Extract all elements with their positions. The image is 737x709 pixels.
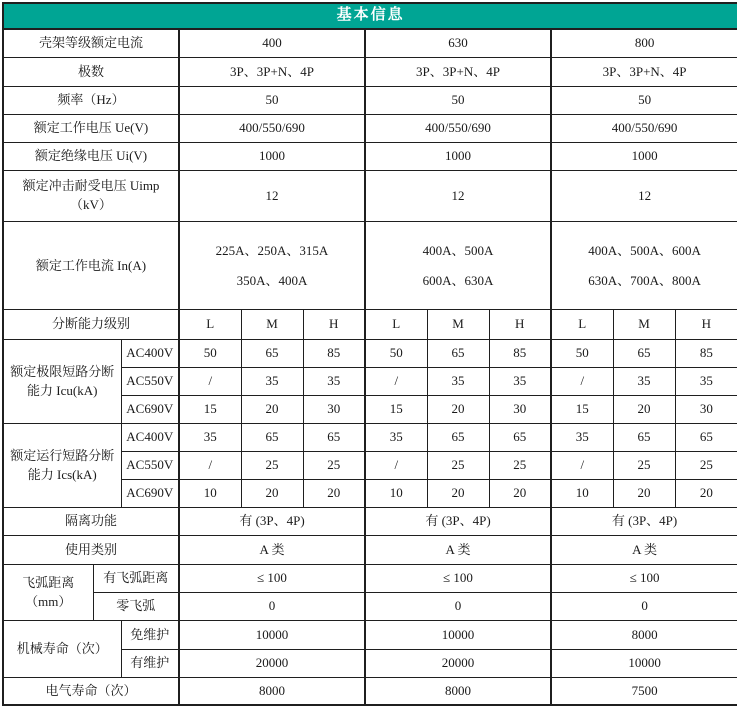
table-cell: 7500 <box>551 678 737 705</box>
row-label-arc-distance: 飞弧距离（mm） <box>3 565 93 621</box>
row-sublabel-ac400v: AC400V <box>121 340 179 368</box>
row-label-category: 使用类别 <box>3 536 179 565</box>
table-cell: 35 <box>489 368 551 396</box>
cell-line: 225A、250A、315A <box>215 242 329 258</box>
table-cell: 85 <box>489 340 551 368</box>
table-cell: 65 <box>241 424 303 452</box>
table-row <box>3 29 737 58</box>
table-cell: 50 <box>365 87 551 115</box>
table-row <box>3 171 737 222</box>
table-cell: 35 <box>675 368 737 396</box>
table-cell: ≤ 100 <box>365 565 551 593</box>
row-label-frame-current: 壳架等级额定电流 <box>3 29 179 58</box>
table-cell: A 类 <box>551 536 737 565</box>
table-cell: 15 <box>365 396 427 424</box>
row-label-ui: 额定绝缘电压 Ui(V) <box>3 143 179 171</box>
table-cell: / <box>365 452 427 480</box>
cell-line: 350A、400A <box>236 272 308 288</box>
table-cell <box>551 222 737 310</box>
row-sublabel-arc-zero: 零飞弧 <box>93 593 179 621</box>
table-cell: 10 <box>365 480 427 508</box>
cell-line: 600A、630A <box>422 272 494 288</box>
table-cell: / <box>551 452 613 480</box>
row-sublabel-ac690v: AC690V <box>121 396 179 424</box>
table-cell: 有 (3P、4P) <box>179 508 365 536</box>
table-cell: 8000 <box>551 621 737 650</box>
row-label-icu: 额定极限短路分断能力 Icu(kA) <box>3 340 121 424</box>
table-cell: 3P、3P+N、4P <box>365 58 551 87</box>
table-cell: H <box>675 310 737 340</box>
table-cell: 20 <box>427 480 489 508</box>
table-cell: 65 <box>303 424 365 452</box>
table-cell: / <box>551 368 613 396</box>
table-cell: 15 <box>551 396 613 424</box>
table-cell: M <box>613 310 675 340</box>
table-cell: 10 <box>551 480 613 508</box>
table-row <box>3 87 737 115</box>
table-cell: 65 <box>613 424 675 452</box>
table-cell: 3P、3P+N、4P <box>179 58 365 87</box>
row-sublabel-ac550v: AC550V <box>121 452 179 480</box>
table-cell: ≤ 100 <box>179 565 365 593</box>
table-cell: M <box>427 310 489 340</box>
table-cell: 1000 <box>365 143 551 171</box>
row-sublabel-ac690v: AC690V <box>121 480 179 508</box>
table-cell: 20000 <box>179 650 365 678</box>
table-cell: 8000 <box>179 678 365 705</box>
table-cell: 3P、3P+N、4P <box>551 58 737 87</box>
table-cell: 65 <box>427 424 489 452</box>
table-cell: 30 <box>675 396 737 424</box>
table-row <box>3 143 737 171</box>
table-cell: 20 <box>675 480 737 508</box>
table-cell: 50 <box>551 87 737 115</box>
table-cell: 20 <box>241 396 303 424</box>
table-cell: 50 <box>179 340 241 368</box>
table-row <box>3 536 737 565</box>
table-cell: 有 (3P、4P) <box>365 508 551 536</box>
table-cell: 85 <box>303 340 365 368</box>
table-cell: 50 <box>179 87 365 115</box>
table-cell: 630 <box>365 29 551 58</box>
table-cell: 10000 <box>365 621 551 650</box>
row-label-electrical-life: 电气寿命（次） <box>3 678 179 705</box>
table-cell <box>179 222 365 310</box>
table-cell: 10000 <box>551 650 737 678</box>
table-row <box>3 565 737 593</box>
row-label-mechanical-life: 机械寿命（次） <box>3 621 121 678</box>
cell-line: 400A、500A、600A <box>588 242 701 258</box>
table-cell: M <box>241 310 303 340</box>
table-cell: 50 <box>365 340 427 368</box>
table-cell: H <box>489 310 551 340</box>
table-cell: 20 <box>613 480 675 508</box>
table-cell: 35 <box>241 368 303 396</box>
row-label-frequency: 频率（Hz） <box>3 87 179 115</box>
table-cell: 20 <box>303 480 365 508</box>
table-cell: 35 <box>365 424 427 452</box>
table-cell: 35 <box>303 368 365 396</box>
table-row <box>3 222 737 310</box>
table-cell: 65 <box>427 340 489 368</box>
row-label-ics: 额定运行短路分断能力 Ics(kA) <box>3 424 121 508</box>
table-cell: L <box>179 310 241 340</box>
table-cell: 400/550/690 <box>179 115 365 143</box>
table-row <box>3 508 737 536</box>
table-cell: 35 <box>551 424 613 452</box>
table-cell: 20 <box>489 480 551 508</box>
table-cell: 0 <box>179 593 365 621</box>
table-cell: 800 <box>551 29 737 58</box>
row-sublabel-ac400v: AC400V <box>121 424 179 452</box>
row-label-uimp: 额定冲击耐受电压 Uimp（kV） <box>3 171 179 222</box>
table-cell: 12 <box>365 171 551 222</box>
table-cell: 25 <box>489 452 551 480</box>
row-sublabel-with-maintenance: 有维护 <box>121 650 179 678</box>
table-cell: 85 <box>675 340 737 368</box>
table-cell: / <box>179 368 241 396</box>
row-label-poles: 极数 <box>3 58 179 87</box>
table-cell: 20 <box>427 396 489 424</box>
table-row <box>3 310 737 340</box>
table-cell: A 类 <box>179 536 365 565</box>
table-cell: 65 <box>489 424 551 452</box>
table-row <box>3 424 737 452</box>
table-cell: 有 (3P、4P) <box>551 508 737 536</box>
table-cell: 1000 <box>179 143 365 171</box>
table-cell: 30 <box>489 396 551 424</box>
table-cell: 10000 <box>179 621 365 650</box>
table-cell: ≤ 100 <box>551 565 737 593</box>
table-cell: 25 <box>675 452 737 480</box>
table-row <box>3 115 737 143</box>
table-cell: 35 <box>427 368 489 396</box>
table-cell: 0 <box>365 593 551 621</box>
table-cell: 12 <box>551 171 737 222</box>
table-cell: 35 <box>179 424 241 452</box>
table-cell: 65 <box>241 340 303 368</box>
table-cell: / <box>179 452 241 480</box>
table-cell: 8000 <box>365 678 551 705</box>
cell-line: 400A、500A <box>422 242 494 258</box>
cell-line: 630A、700A、800A <box>588 272 701 288</box>
table-cell: L <box>551 310 613 340</box>
row-label-breaking-level: 分断能力级别 <box>3 310 179 340</box>
table-row <box>3 3 737 29</box>
table-cell: H <box>303 310 365 340</box>
row-label-ue: 额定工作电压 Ue(V) <box>3 115 179 143</box>
table-cell: 65 <box>675 424 737 452</box>
table-cell: 25 <box>241 452 303 480</box>
table-row <box>3 340 737 368</box>
table-cell: 25 <box>303 452 365 480</box>
table-cell: A 类 <box>365 536 551 565</box>
table-cell: L <box>365 310 427 340</box>
table-cell: 400/550/690 <box>551 115 737 143</box>
table-cell: 400 <box>179 29 365 58</box>
row-sublabel-ac550v: AC550V <box>121 368 179 396</box>
table-cell: 12 <box>179 171 365 222</box>
table-cell: 400/550/690 <box>365 115 551 143</box>
table-cell: 65 <box>613 340 675 368</box>
row-sublabel-maintenance-free: 免维护 <box>121 621 179 650</box>
table-cell: 25 <box>427 452 489 480</box>
table-cell <box>365 222 551 310</box>
table-cell: / <box>365 368 427 396</box>
row-sublabel-arc-yes: 有飞弧距离 <box>93 565 179 593</box>
table-cell: 20000 <box>365 650 551 678</box>
table-cell: 15 <box>179 396 241 424</box>
table-cell: 50 <box>551 340 613 368</box>
table-cell: 35 <box>613 368 675 396</box>
table-cell: 30 <box>303 396 365 424</box>
table-row <box>3 678 737 705</box>
table-cell: 20 <box>241 480 303 508</box>
table-cell: 20 <box>613 396 675 424</box>
spec-table <box>2 2 737 706</box>
table-row <box>3 58 737 87</box>
table-title: 基本信息 <box>3 3 737 29</box>
table-cell: 10 <box>179 480 241 508</box>
table-row <box>3 621 737 650</box>
table-cell: 0 <box>551 593 737 621</box>
row-label-in-current: 额定工作电流 In(A) <box>3 222 179 310</box>
table-cell: 1000 <box>551 143 737 171</box>
table-cell: 25 <box>613 452 675 480</box>
table-row <box>3 593 737 621</box>
row-label-isolation: 隔离功能 <box>3 508 179 536</box>
